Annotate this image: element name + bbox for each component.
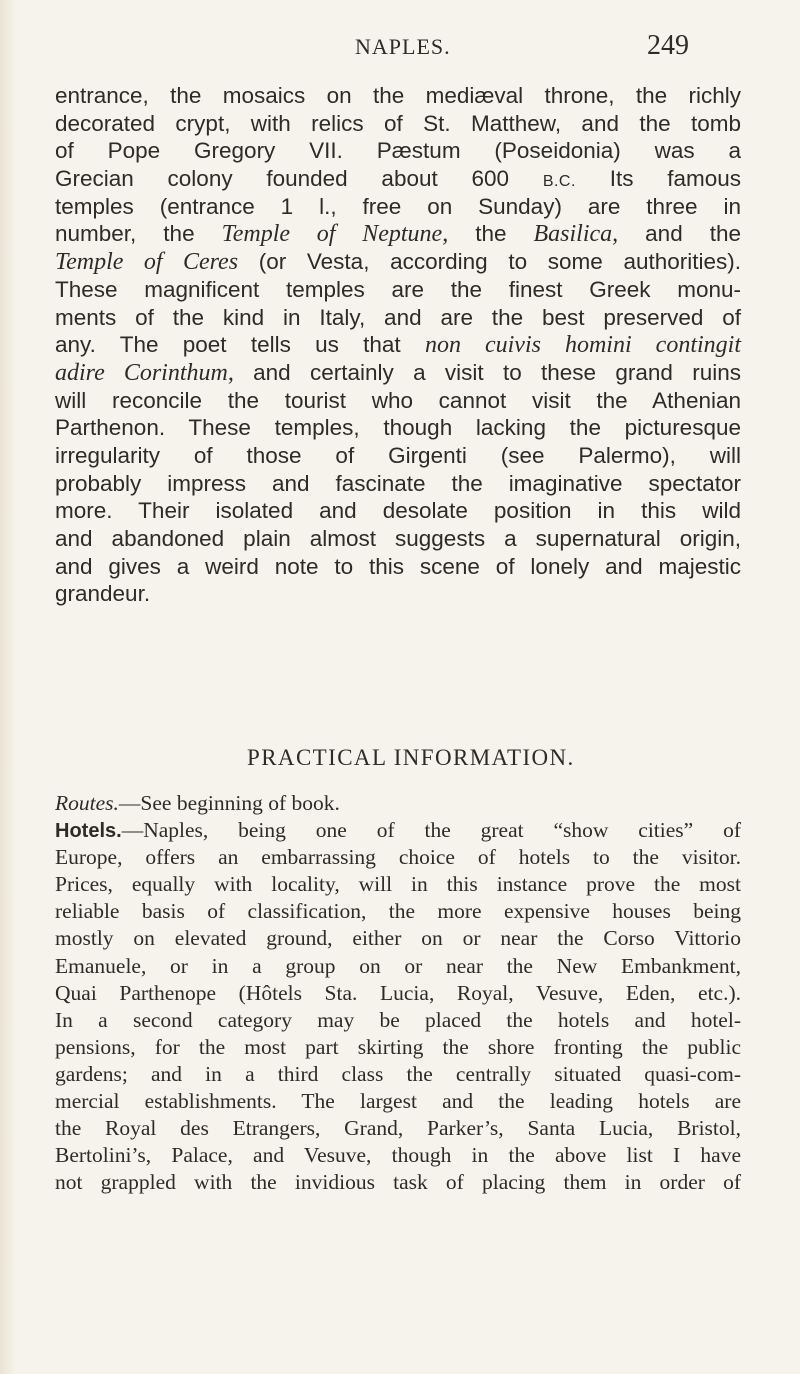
italic-temple-name: Basilica, bbox=[533, 221, 619, 248]
hotels-label: Hotels. bbox=[55, 820, 122, 843]
italic-temple-name: Temple of Neptune, bbox=[221, 221, 449, 248]
italic-temple-name: Temple of Ceres bbox=[55, 249, 239, 276]
page-header bbox=[0, 28, 800, 68]
page-number: 249 bbox=[647, 30, 689, 61]
text-line: of Pope Gregory VII. Pæstum (Poseidonia) was a bbox=[55, 138, 741, 164]
running-head: NAPLES. bbox=[355, 34, 451, 59]
hotels-line: In a second category may be placed the hotels and hotel- bbox=[55, 1007, 741, 1032]
text-line: irregularity of those of Girgenti (see Palermo), will bbox=[55, 442, 741, 468]
text-line: Temple of Ceres (or Vesta, according to some authorities). bbox=[55, 249, 742, 276]
text-line: more. Their isolated and desolate position in this wild bbox=[55, 498, 741, 524]
routes-label: Routes. bbox=[55, 791, 119, 815]
text-line: decorated crypt, with relics of St. Matthew, and the tomb bbox=[55, 110, 741, 136]
hotels-line: Prices, equally with locality, will in this instance prove the most bbox=[55, 872, 741, 897]
hotels-line: Europe, offers an embarrassing choice of hotels to the visitor. bbox=[55, 845, 741, 870]
hotels-line: Hotels.—Naples, being one of the great “show cities” of bbox=[55, 818, 741, 843]
text-line: grandeur. bbox=[55, 581, 151, 607]
hotels-line: pensions, for the most part skirting the shore fronting the public bbox=[55, 1034, 741, 1059]
text-line: adire Corinthum, and certainly a visit to these grand ruins bbox=[55, 359, 741, 386]
hotels-line: reliable basis of classification, the more expensive houses being bbox=[55, 899, 741, 924]
text-line: and gives a weird note to this scene of lonely and majestic bbox=[55, 553, 741, 579]
hotels-line: Bertolini’s, Palace, and Vesuve, though in the above list I have bbox=[55, 1143, 741, 1168]
text-line: entrance, the mosaics on the mediæval throne, the richly bbox=[55, 83, 741, 108]
latin-quote: non cuivis homini contingit bbox=[424, 332, 741, 359]
text-line: These magnificent temples are the finest Greek monu- bbox=[55, 276, 741, 302]
hotels-line: Emanuele, or in a group on or near the New Embankment, bbox=[55, 953, 741, 978]
text-line: Grecian colony founded about 600 B.C. Its famous bbox=[55, 166, 741, 192]
hotels-line: Quai Parthenope (Hôtels Sta. Lucia, Royal, Vesuve, Eden, etc.). bbox=[55, 980, 741, 1005]
practical-information bbox=[55, 790, 741, 1196]
hotels-line: mercial establishments. The largest and the leading hotels are bbox=[55, 1089, 741, 1114]
routes-entry bbox=[55, 790, 741, 817]
text-line: Parthenon. These temples, though lacking the picturesque bbox=[55, 415, 741, 441]
text-line: probably impress and fascinate the imaginative spectator bbox=[55, 470, 741, 496]
page-body bbox=[55, 82, 742, 1195]
hotels-line: mostly on elevated ground, either on or near the Corso Vittorio bbox=[55, 926, 741, 951]
hotels-line: the Royal des Etrangers, Grand, Parker’s, Santa Lucia, Bristol, bbox=[55, 1116, 741, 1141]
text-line: number, the Temple of Neptune, the Basilica, and the bbox=[55, 221, 741, 248]
text-line: will reconcile the tourist who cannot visit the Athenian bbox=[55, 387, 741, 413]
section-heading: PRACTICAL INFORMATION. bbox=[247, 745, 575, 770]
hotels-line: not grappled with the invidious task of placing them in order of bbox=[55, 1170, 741, 1195]
text-line: any. The poet tells us that non cuivis homini contingit bbox=[55, 332, 741, 359]
page-gutter-shadow bbox=[0, 0, 16, 1374]
text-line: and abandoned plain almost suggests a supernatural origin, bbox=[55, 526, 741, 551]
hotels-line: gardens; and in a third class the centrally situated quasi-com- bbox=[55, 1061, 741, 1086]
text-line: ments of the kind in Italy, and are the best preserved of bbox=[55, 304, 741, 330]
small-caps-abbr: B.C. bbox=[542, 173, 576, 191]
latin-quote: adire Corinthum, bbox=[55, 359, 234, 386]
routes-text: —See beginning of book. bbox=[118, 791, 340, 815]
intro-paragraph bbox=[55, 82, 741, 608]
text-line: temples (entrance 1 l., free on Sunday) are three in bbox=[55, 193, 741, 219]
